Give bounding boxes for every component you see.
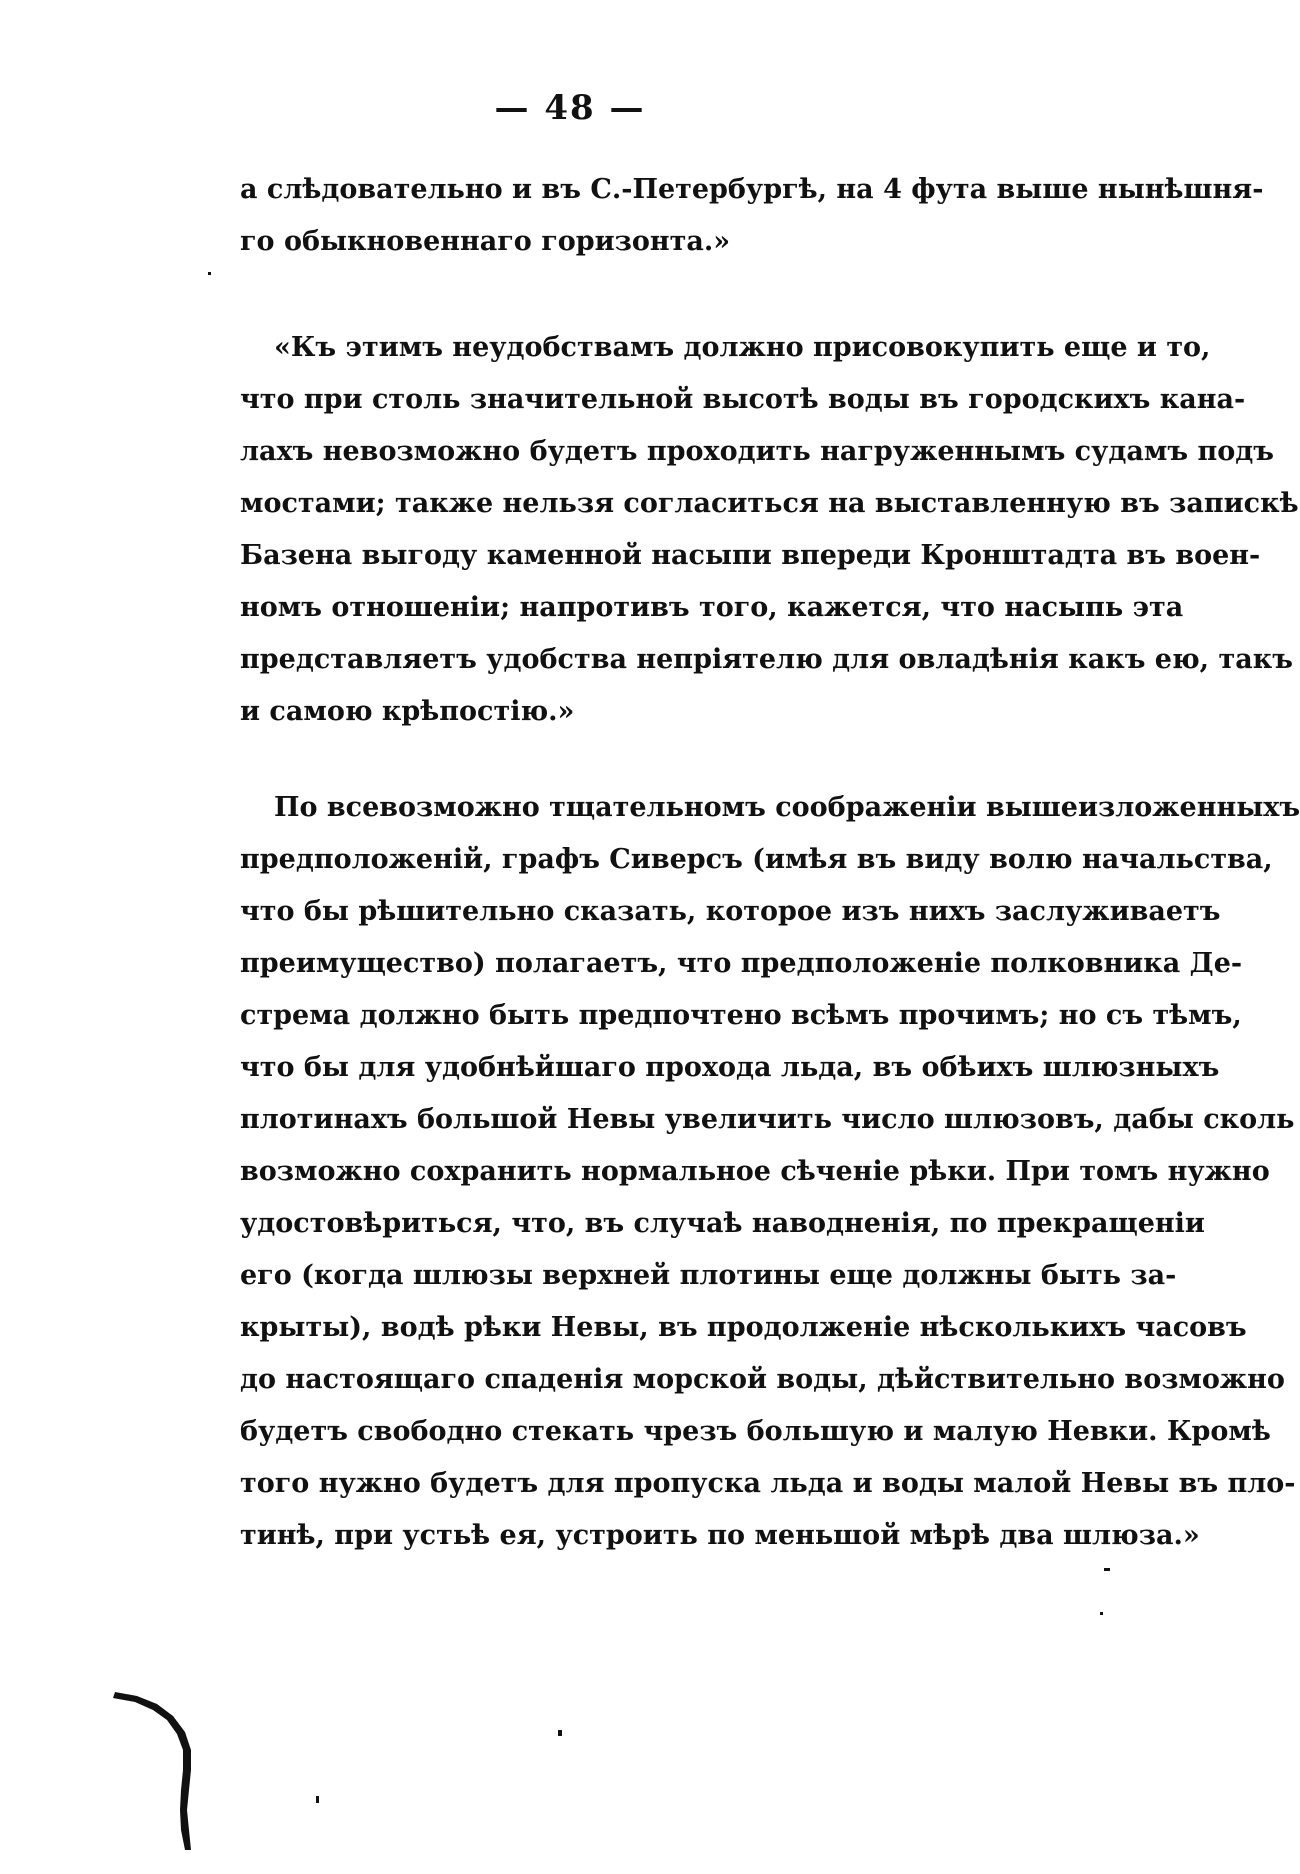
scan-speck: [1104, 1568, 1110, 1571]
text-line: и самою крѣпостію.»: [240, 696, 575, 727]
text-line: плотинахъ большой Невы увеличить число шлюзовъ, дабы сколь: [240, 1104, 1295, 1135]
text-line: что при столь значительной высотѣ воды въ городскихъ кана-: [240, 384, 1246, 415]
scan-speck: [558, 1730, 562, 1736]
text-line: что бы рѣшительно сказать, которое изъ нихъ заслуживаетъ: [240, 896, 1221, 927]
text-line: представляетъ удобства непріятелю для овладѣнія какъ ею, такъ: [240, 644, 1293, 675]
paragraph-3: [240, 782, 1300, 1562]
text-line: его (когда шлюзы верхней плотины еще должны быть за-: [240, 1260, 1177, 1291]
text-line: предположеній, графъ Сиверсъ (имѣя въ виду волю начальства,: [240, 844, 1273, 875]
text-line: Базена выгоду каменной насыпи впереди Кронштадта въ воен-: [240, 540, 1261, 571]
text-line: крыты), водѣ рѣки Невы, въ продолженіе нѣсколькихъ часовъ: [240, 1312, 1247, 1343]
text-line: тинѣ, при устьѣ ея, устроить по меньшой мѣрѣ два шлюза.»: [240, 1520, 1200, 1551]
page-number: — 48 —: [494, 88, 646, 128]
text-line: мостами; также нельзя согласиться на выставленную въ запискѣ: [240, 488, 1299, 519]
scan-speck: [208, 272, 211, 275]
paragraph-1: [240, 164, 1264, 268]
text-line: что бы для удобнѣйшаго прохода льда, въ обѣихъ шлюзныхъ: [240, 1052, 1220, 1083]
text-line: стрема должно быть предпочтено всѣмъ прочимъ; но съ тѣмъ,: [240, 1000, 1242, 1031]
text-line: того нужно будетъ для пропуска льда и воды малой Невы въ пло-: [240, 1468, 1296, 1499]
text-line: «Къ этимъ неудобствамъ должно присовокупить еще и то,: [274, 332, 1211, 363]
text-line: преимущество) полагаетъ, что предположеніе полковника Де-: [240, 948, 1243, 979]
text-line: По всевозможно тщательномъ соображеніи вышеизложенныхъ: [274, 792, 1300, 823]
scan-speck: [316, 1796, 319, 1803]
text-line: а слѣдовательно и въ С.-Петербургѣ, на 4 фута выше нынѣшня-: [240, 174, 1264, 205]
text-line: возможно сохранить нормальное сѣченіе рѣки. При томъ нужно: [240, 1156, 1270, 1187]
text-line: номъ отношеніи; напротивъ того, кажется, что насыпь эта: [240, 592, 1184, 623]
text-line: будетъ свободно стекать чрезъ большую и малую Невки. Кромѣ: [240, 1416, 1271, 1447]
text-line: до настоящаго спаденія морской воды, дѣйствительно возможно: [240, 1364, 1285, 1395]
text-line: удостовѣриться, что, въ случаѣ наводненія, по прекращеніи: [240, 1208, 1205, 1239]
text-line: го обыкновеннаго горизонта.»: [240, 226, 731, 257]
scan-speck: [1100, 1612, 1103, 1615]
scan-edge-artifact: [105, 1690, 225, 1860]
paragraph-2: [240, 322, 1299, 738]
text-line: лахъ невозможно будетъ проходить нагруженнымъ судамъ подъ: [240, 436, 1274, 467]
